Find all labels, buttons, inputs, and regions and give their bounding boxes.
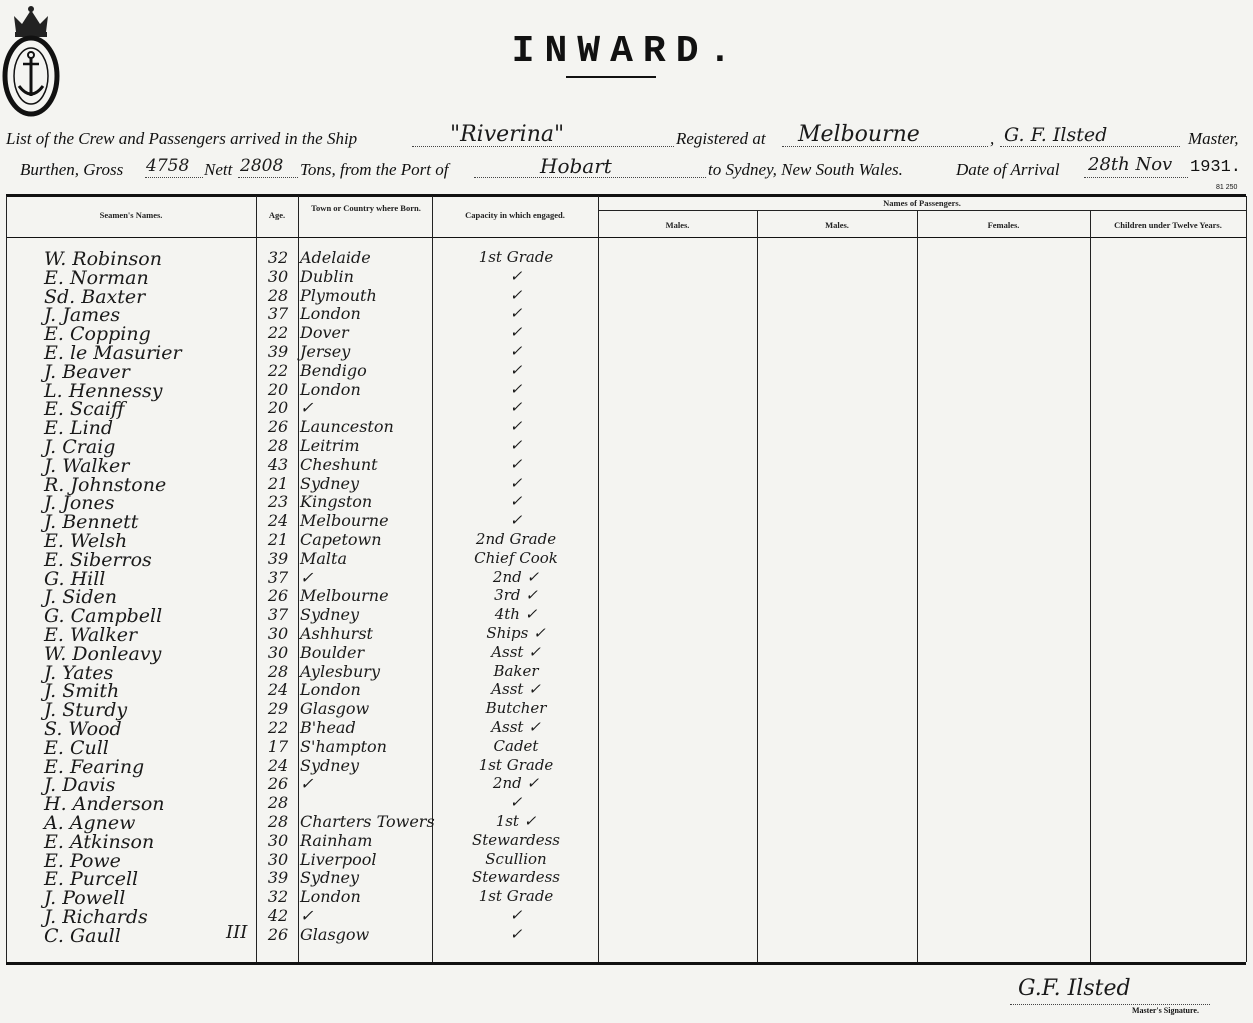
crew-name: E. Lind [44,417,114,440]
form-reference: 81 250 [1216,184,1238,191]
header-females: Females. [987,220,1020,230]
crew-name: J. Bennett [44,511,139,534]
crew-capacity: 1st Grade [478,248,554,266]
crew-capacity: 2nd Grade [475,530,557,548]
crew-birthplace: Malta [300,548,348,568]
crew-age: 30 [267,624,289,643]
crew-birthplace: Leitrim [300,436,360,455]
crew-capacity: ✓ [509,511,523,530]
crew-age: 37 [267,605,289,625]
crew-name: L. Hennessy [44,379,163,402]
crew-name: J. Walker [44,454,130,477]
crew-age: 39 [267,342,289,361]
crew-age: 26 [267,924,289,944]
crew-capacity: Asst ✓ [491,642,541,661]
crew-name: E. Walker [44,624,138,646]
crew-capacity: ✓ [509,417,523,436]
crew-name: H. Anderson [44,793,165,816]
crew-capacity: ✓ [509,436,523,454]
header-town: Town or Country where Born. [311,203,421,213]
crew-birthplace: S'hampton [300,736,387,756]
crew-name: E. Norman [44,266,149,289]
crew-age: 30 [267,266,289,286]
registered-label: Registered at [676,129,766,148]
header-age: Age. [268,210,286,220]
nett-label: Nett [204,160,233,179]
master-label: Master, [1188,129,1239,148]
tally-mark: III [226,922,248,943]
crew-capacity: Stewardess [471,868,560,887]
crew-capacity: Stewardess [471,830,560,849]
crew-name: G. Campbell [44,605,163,628]
crew-capacity: ✓ [509,398,523,417]
crew-age: 39 [267,868,289,888]
crew-age: 39 [267,548,289,568]
crew-name: E. Purcell [44,868,139,891]
crew-birthplace: Plymouth [300,285,377,305]
comma-separator: , [990,129,995,148]
crew-age: 30 [267,830,289,850]
crew-name: J. Davis [44,774,116,797]
registered-port: Melbourne [798,122,920,147]
crew-birthplace: Sydney [300,473,360,493]
crew-birthplace: Adelaide [300,248,371,267]
crew-age: 26 [267,774,289,794]
crew-capacity: Baker [493,661,539,680]
crew-age: 26 [267,586,289,606]
crew-birthplace: ✓ [300,774,314,794]
crew-capacity: ✓ [509,793,523,812]
crew-capacity: 1st Grade [478,755,554,774]
crew-capacity: 2nd ✓ [492,774,540,793]
crew-age: 26 [267,417,289,437]
crew-capacity: ✓ [509,304,523,323]
crew-name: S. Wood [44,718,122,740]
crew-age: 20 [267,398,289,418]
crew-birthplace: Kingston [300,492,373,512]
col-divider-right [1246,196,1247,962]
crew-capacity: ✓ [509,285,523,304]
crew-age: 22 [267,323,289,343]
crew-birthplace: Liverpool [300,849,377,869]
crew-name: E. Fearing [44,755,145,778]
crew-name: R. Johnstone [44,473,167,496]
crew-birthplace: Capetown [300,530,382,549]
crew-birthplace: Dover [300,323,349,343]
crew-birthplace: Glasgow [300,924,370,944]
signature-line [1010,1004,1210,1005]
table-header-rule [6,237,1246,238]
crew-birthplace: Charters Towers [300,812,435,831]
header-males-2: Males. [825,220,849,230]
crew-age: 28 [267,285,289,305]
header-passengers: Names of Passengers. [883,198,961,208]
crew-name: E. Copping [44,323,151,346]
crew-birthplace: London [300,379,361,399]
crew-age: 37 [267,304,289,324]
crew-birthplace: Dublin [300,266,354,286]
crew-birthplace: Rainham [300,830,373,850]
crew-name: W. Donleavy [44,642,162,665]
document-title: INWARD. [511,30,742,73]
crew-name: J. Richards [44,906,148,928]
crew-birthplace: Cheshunt [300,454,378,474]
crew-birthplace: ✓ [300,398,314,418]
crew-name: E. Atkinson [44,830,155,853]
header-seamen-names: Seamen's Names. [99,210,163,220]
crew-name: A. Agnew [44,812,136,834]
col-divider-males2 [757,210,758,962]
to-sydney-label: to Sydney, New South Wales. [708,160,903,179]
crew-capacity: ✓ [509,266,523,285]
crew-capacity: Ships ✓ [486,624,546,642]
table-bottom-rule [6,962,1246,965]
crew-name: E. Scaiff [44,398,125,421]
crew-age: 37 [267,567,289,587]
crew-age: 42 [267,906,289,925]
crew-birthplace: B'head [300,718,356,737]
crew-age: 30 [267,642,289,662]
crew-birthplace: ✓ [300,567,314,587]
crew-age: 21 [267,530,289,549]
crew-name: J. Sturdy [44,699,128,722]
crew-birthplace: ✓ [300,906,314,925]
crew-capacity: ✓ [509,473,523,492]
header-males-1: Males. [665,220,690,230]
crew-name: J. Yates [44,661,114,684]
crew-age: 23 [267,492,289,512]
crew-age: 32 [267,887,289,907]
header-children: Children under Twelve Years. [1114,220,1222,230]
crew-age: 21 [267,473,289,493]
table-top-rule [6,194,1246,197]
crew-name: W. Robinson [44,248,162,270]
crew-birthplace: Sydney [300,605,360,625]
crew-capacity: 3rd ✓ [494,586,538,605]
crew-name: J. Powell [44,887,126,910]
crew-age: 20 [267,379,289,399]
crew-name: G. Hill [44,567,106,590]
crew-birthplace: London [300,680,361,700]
crew-birthplace: Sydney [300,868,360,888]
crew-capacity: Asst ✓ [491,680,541,699]
crew-age: 17 [267,736,289,756]
crew-birthplace: Melbourne [300,511,389,531]
crew-capacity: Asst ✓ [491,718,541,736]
crew-age: 30 [267,849,289,869]
crew-birthplace: Sydney [300,755,360,775]
col-divider-children [1090,210,1091,962]
crew-capacity: 2nd ✓ [492,567,540,586]
crew-capacity: Butcher [485,699,547,718]
list-line-prefix: List of the Crew and Passengers arrived in the Ship [6,129,358,148]
crew-age: 24 [267,755,289,775]
arrival-date: 28th Nov [1088,154,1173,175]
passenger-subheader-rule [598,210,1246,211]
crew-name: E. Powe [44,849,121,872]
crew-birthplace: Aylesbury [300,661,380,681]
crew-name: E. le Masurier [44,342,182,364]
burthen-label: Burthen, Gross [20,160,124,179]
crew-birthplace: London [300,304,361,324]
from-port: Hobart [540,154,612,178]
crew-age: 28 [267,793,289,813]
crew-capacity: ✓ [509,379,523,398]
crew-age: 28 [267,812,289,831]
crew-name: E. Siberros [44,548,152,571]
crew-name: C. Gaull [44,924,121,947]
crew-name: Sd. Baxter [44,285,146,308]
crew-name: J. Beaver [44,360,130,383]
crew-name: E. Cull [44,736,109,759]
crew-age: 28 [267,436,289,455]
crew-capacity: Chief Cook [474,548,558,567]
crew-birthplace: Glasgow [300,699,370,719]
crew-capacity: Scullion [485,849,547,868]
crew-name: J. James [44,304,121,327]
crew-birthplace: London [300,887,361,907]
col-divider-females [917,210,918,962]
crew-age: 28 [267,661,289,681]
ship-name: "Riverina" [450,122,565,147]
arrival-label: Date of Arrival [956,160,1060,179]
crew-capacity: ✓ [509,360,523,379]
crew-birthplace: Jersey [300,342,351,361]
crew-birthplace: Melbourne [300,586,389,606]
crew-row [0,925,600,947]
crew-capacity: 1st Grade [478,887,554,906]
title-rule [566,76,656,78]
crew-birthplace: Ashhurst [300,624,373,643]
signature-label: Master's Signature. [1132,1006,1199,1015]
crew-capacity: ✓ [509,492,523,511]
crew-birthplace: Bendigo [300,360,367,380]
crew-name: J. Siden [44,586,117,609]
crew-age: 22 [267,360,289,380]
crew-age: 43 [267,454,289,474]
crew-age: 24 [267,680,289,700]
crew-capacity: ✓ [509,323,523,342]
gross-tons: 4758 [146,156,190,176]
crew-name: E. Welsh [44,530,128,552]
tons-label: Tons, from the Port of [300,160,449,179]
arrival-year: 1931. [1190,158,1242,177]
crew-capacity: ✓ [509,342,523,360]
crew-age: 32 [267,248,289,267]
header-capacity: Capacity in which engaged. [465,210,565,220]
nett-tons: 2808 [240,156,284,176]
crew-name: J. Jones [44,492,115,515]
crew-age: 22 [267,718,289,737]
crew-capacity: ✓ [509,454,523,473]
master-signature: G.F. Ilsted [1018,976,1131,1001]
crew-age: 24 [267,511,289,531]
crew-capacity: ✓ [509,924,523,943]
crew-capacity: ✓ [509,906,523,924]
crew-name: J. Smith [44,680,120,703]
crew-name: J. Craig [44,436,116,458]
crew-age: 29 [267,699,289,719]
crew-birthplace: Launceston [300,417,394,437]
crew-capacity: 1st ✓ [495,812,537,830]
crew-capacity: Cadet [493,736,539,755]
crew-birthplace: Boulder [300,642,365,662]
crew-capacity: 4th ✓ [494,605,538,624]
master-name: G. F. Ilsted [1004,124,1108,146]
